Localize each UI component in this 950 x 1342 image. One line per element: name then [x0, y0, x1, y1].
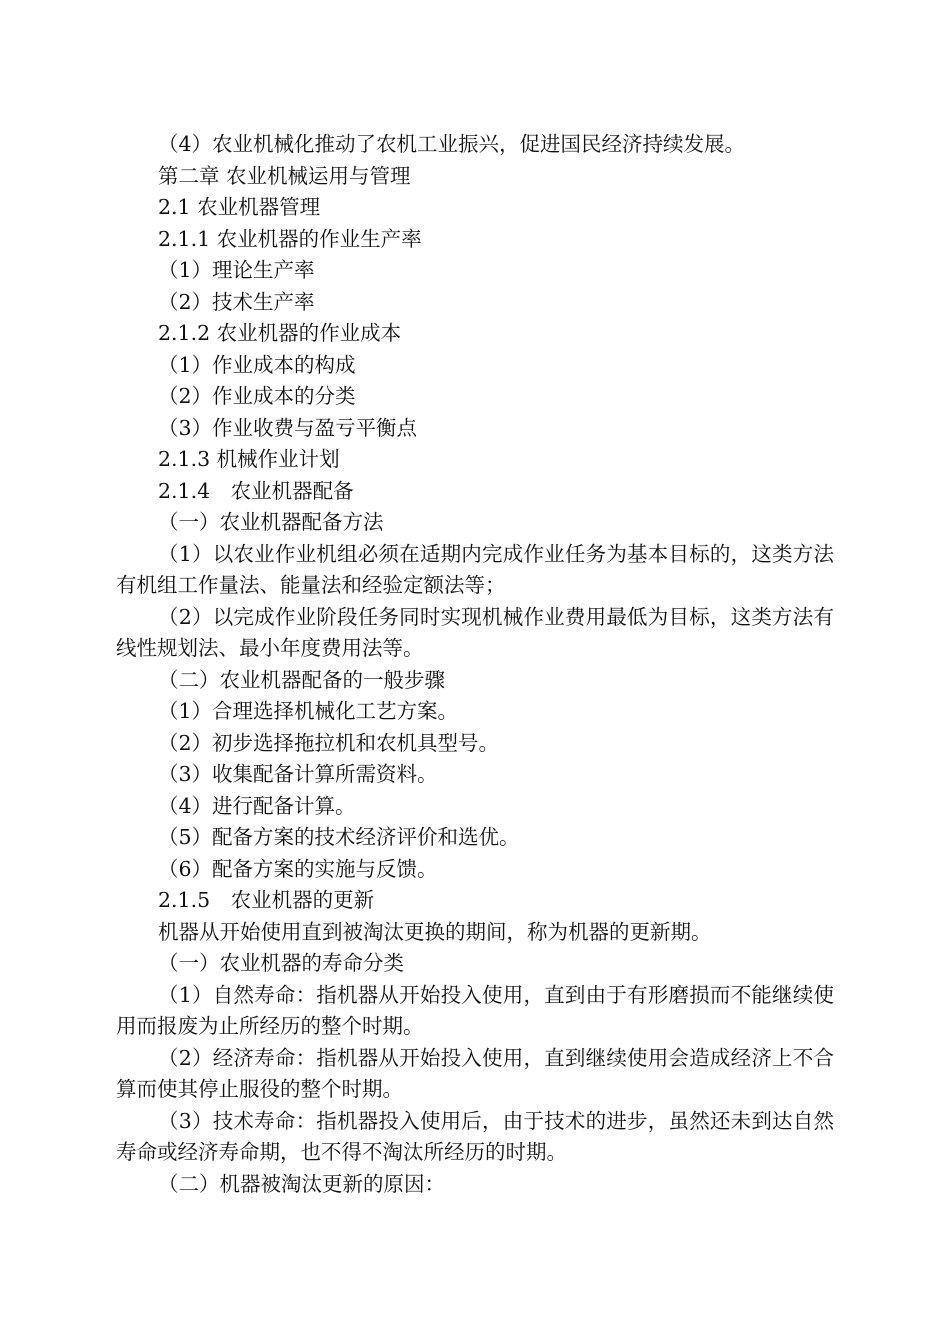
- subsection-heading: 2.1.1 农业机器的作业生产率: [158, 226, 422, 251]
- list-heading: （二）农业机器配备的一般步骤: [158, 667, 445, 692]
- subsection-heading: 2.1.2 农业机器的作业成本: [158, 321, 402, 345]
- text-line: 机器从开始使用直到被淘汰更换的期间，称为机器的更新期。: [158, 919, 712, 944]
- paragraph: （1）自然寿命：指机器从开始投入使用，直到由于有形磨损而不能继续使用而报废为止所经历的整个时期。: [116, 982, 834, 1038]
- list-item: （5）配备方案的技术经济评价和选优。: [158, 825, 520, 849]
- paragraph: （3）技术寿命：指机器投入使用后，由于技术的进步，虽然还未到达自然寿命或经济寿命期，也不得不淘汰所经历的时期。: [116, 1108, 834, 1164]
- list-item: （2）技术生产率: [158, 289, 315, 314]
- paragraph: （1）以农业作业机组必须在适期内完成作业任务为基本目标的，这类方法有机组工作量法、能量法和经验定额法等；: [116, 541, 834, 597]
- subsection-heading: 2.1.4 农业机器配备: [158, 478, 354, 503]
- chapter-heading: 第二章 农业机械运用与管理: [158, 163, 411, 188]
- document-page: [116, 129, 834, 1200]
- list-item: （6）配备方案的实施与反馈。: [158, 856, 438, 881]
- list-heading: （二）机器被淘汰更新的原因：: [158, 1171, 445, 1196]
- list-item: （3）作业收费与盈亏平衡点: [158, 415, 418, 440]
- list-item: （3）收集配备计算所需资料。: [158, 762, 438, 786]
- subsection-heading: 2.1.3 机械作业计划: [158, 447, 340, 471]
- text-line: （4）农业机械化推动了农机工业振兴，促进国民经济持续发展。: [158, 132, 746, 156]
- list-item: （2）初步选择拖拉机和农机具型号。: [158, 730, 500, 755]
- subsection-heading: 2.1.5 农业机器的更新: [158, 888, 375, 912]
- paragraph: （2）经济寿命：指机器从开始投入使用，直到继续使用会造成经济上不合算而使其停止服役的整个时期。: [116, 1045, 834, 1101]
- paragraph: （2）以完成作业阶段任务同时实现机械作业费用最低为目标，这类方法有线性规划法、最小年度费用法等。: [116, 604, 834, 660]
- list-item: （4）进行配备计算。: [158, 793, 356, 818]
- list-item: （1）作业成本的构成: [158, 352, 356, 377]
- list-item: （2）作业成本的分类: [158, 384, 356, 408]
- section-heading: 2.1 农业机器管理: [158, 195, 321, 219]
- list-item: （1）合理选择机械化工艺方案。: [158, 699, 459, 723]
- list-item: （1）理论生产率: [158, 258, 315, 282]
- list-heading: （一）农业机器的寿命分类: [158, 951, 404, 975]
- list-heading: （一）农业机器配备方法: [158, 510, 384, 534]
